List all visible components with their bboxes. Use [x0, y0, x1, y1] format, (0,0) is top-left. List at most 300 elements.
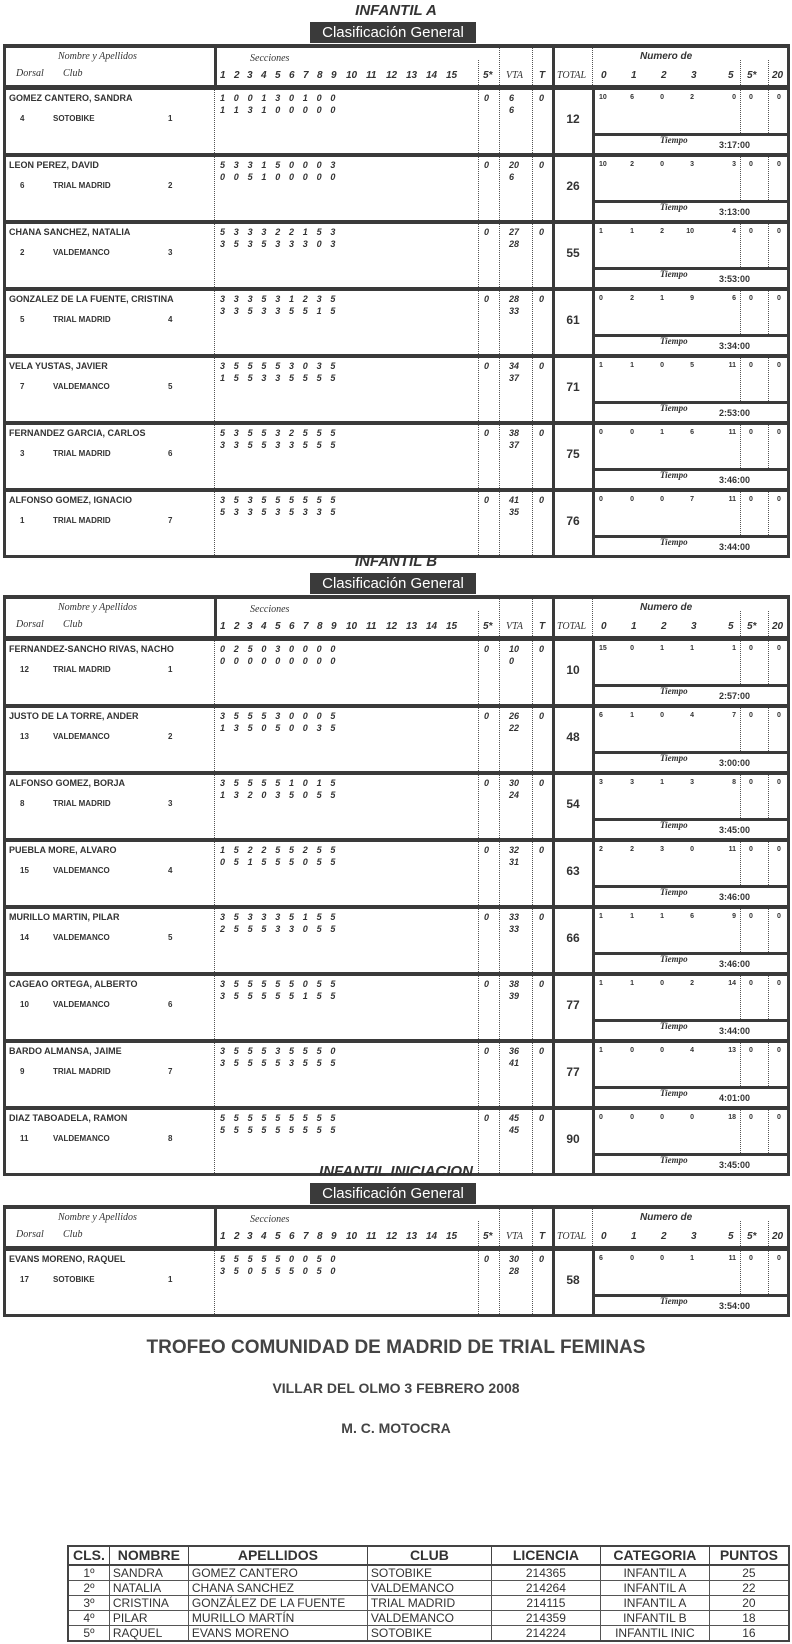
column-divider	[532, 492, 533, 555]
vta-lap-2: 39	[509, 991, 520, 1001]
section-score: 0	[330, 1046, 336, 1056]
section-score: 5	[247, 440, 253, 450]
rider-dorsal: 2	[20, 248, 25, 257]
section-score: 5	[233, 991, 239, 1001]
section-score: 3	[233, 428, 239, 438]
ranking-cell: RAQUEL	[109, 1626, 188, 1642]
header-section-3: 3	[247, 1231, 253, 1242]
column-divider	[499, 641, 500, 704]
table-header	[6, 48, 787, 90]
lap-1-scores	[220, 778, 344, 788]
numero-count: 0	[660, 1255, 664, 1262]
total-points: 58	[566, 1273, 580, 1287]
five-star-value: 0	[484, 778, 490, 788]
five-star-value: 0	[484, 711, 490, 721]
section-score: 5	[233, 778, 239, 788]
section-score: 5	[275, 1113, 281, 1123]
header-nombre: Nombre y Apellidos	[58, 602, 137, 613]
column-divider	[499, 90, 500, 153]
ranking-cell: INFANTIL INIC	[600, 1626, 709, 1642]
numero-count: 0	[660, 1047, 664, 1054]
column-divider	[214, 48, 217, 85]
section-score: 5	[220, 160, 226, 170]
header-section-11: 11	[366, 70, 377, 81]
header-total: TOTAL	[557, 1231, 587, 1242]
header-section-8: 8	[317, 1231, 323, 1242]
section-score: 0	[288, 160, 294, 170]
column-divider	[532, 425, 533, 488]
total-points: 61	[566, 313, 580, 327]
section-score: 3	[247, 105, 253, 115]
section-score: 5	[275, 1266, 281, 1276]
lap-2-scores	[220, 172, 344, 182]
section-score: 2	[288, 227, 294, 237]
column-divider	[214, 291, 215, 354]
ranking-cell: INFANTIL A	[600, 1565, 709, 1581]
rider-club: TRIAL MADRID	[53, 181, 111, 190]
lap-2-scores	[220, 1266, 344, 1276]
section-score: 5	[330, 912, 336, 922]
header-numero-1: 1	[631, 1231, 637, 1242]
twenty-count: 0	[777, 1255, 781, 1262]
numero-count: 0	[599, 496, 603, 503]
section-score: 5	[261, 495, 267, 505]
column-divider	[768, 358, 769, 401]
section-score: 0	[330, 105, 336, 115]
numero-count: 2	[630, 295, 634, 302]
section-score: 0	[275, 172, 281, 182]
ranking-header-puntos: PUNTOS	[709, 1546, 789, 1565]
section-score: 1	[288, 778, 294, 788]
numero-count: 0	[660, 362, 664, 369]
header-section-4: 4	[261, 70, 267, 81]
ranking-header-club: CLUB	[367, 1546, 491, 1565]
section-score: 5	[330, 723, 336, 733]
section-score: 1	[247, 857, 253, 867]
header-section-14: 14	[426, 70, 438, 81]
section-score: 0	[261, 723, 267, 733]
section-score: 3	[261, 306, 267, 316]
ranking-cell: 5º	[68, 1626, 109, 1642]
category-subtitle: Clasificación General	[310, 22, 476, 43]
lap-2-scores	[220, 991, 344, 1001]
section-score: 5	[302, 1046, 308, 1056]
header-numero-de: Numero de	[640, 1212, 693, 1223]
rider-dorsal: 13	[20, 732, 29, 741]
numero-count: 2	[690, 94, 694, 101]
total-points: 48	[566, 730, 580, 744]
category-subtitle: Clasificación General	[310, 573, 476, 594]
rider-position: 4	[168, 866, 173, 875]
section-score: 5	[247, 306, 253, 316]
section-score: 5	[275, 1254, 281, 1264]
column-divider	[532, 842, 533, 905]
column-divider	[499, 976, 500, 1039]
section-score: 3	[233, 507, 239, 517]
column-divider	[532, 1043, 533, 1106]
header-t: T	[539, 1231, 546, 1242]
numero-count: 5	[690, 362, 694, 369]
column-divider	[214, 976, 215, 1039]
header-section-1: 1	[220, 70, 226, 81]
five-star-value: 0	[484, 845, 490, 855]
tiempo-label: Tiempo	[660, 537, 688, 547]
column-divider	[740, 157, 741, 200]
total-points: 54	[566, 797, 580, 811]
rider-row	[6, 90, 787, 157]
column-divider	[499, 358, 500, 421]
rider-club: TRIAL MADRID	[53, 449, 111, 458]
tiempo-value: 3:54:00	[719, 1301, 751, 1311]
column-divider	[478, 1043, 479, 1106]
numero-count: 11	[728, 429, 736, 436]
section-score: 3	[220, 979, 226, 989]
rider-name: GOMEZ CANTERO, SANDRA	[9, 93, 133, 103]
section-score: 3	[275, 306, 281, 316]
column-divider	[532, 291, 533, 354]
vta-lap-2: 45	[509, 1125, 520, 1135]
twenty-count: 0	[777, 1114, 781, 1121]
header-section-10: 10	[346, 1231, 358, 1242]
t-value: 0	[539, 294, 545, 304]
tiempo-label: Tiempo	[660, 403, 688, 413]
ranking-cell: GOMEZ CANTERO	[188, 1565, 367, 1581]
column-divider	[499, 425, 500, 488]
five-star-count: 0	[749, 779, 753, 786]
vta-lap-2: 41	[509, 1058, 520, 1068]
five-star-count: 0	[749, 94, 753, 101]
column-divider	[768, 909, 769, 952]
section-score: 5	[247, 644, 253, 654]
ranking-cell: SANDRA	[109, 1565, 188, 1581]
ranking-cell: SOTOBIKE	[367, 1565, 491, 1581]
numero-count: 14	[728, 980, 736, 987]
section-score: 5	[275, 1058, 281, 1068]
numero-count: 6	[599, 712, 603, 719]
section-score: 5	[247, 778, 253, 788]
five-star-value: 0	[484, 361, 490, 371]
tiempo-label: Tiempo	[660, 1021, 688, 1031]
rider-name: VELA YUSTAS, JAVIER	[9, 361, 108, 371]
rider-club: TRIAL MADRID	[53, 665, 111, 674]
column-divider	[499, 909, 500, 972]
section-score: 5	[330, 711, 336, 721]
section-score: 3	[220, 239, 226, 249]
numero-count: 0	[660, 496, 664, 503]
section-score: 0	[316, 644, 322, 654]
twenty-count: 0	[777, 295, 781, 302]
vta-lap-1: 28	[509, 294, 520, 304]
rider-club: VALDEMANCO	[53, 866, 110, 875]
section-score: 3	[247, 507, 253, 517]
numero-count: 1	[630, 712, 634, 719]
section-score: 3	[275, 373, 281, 383]
section-score: 5	[330, 306, 336, 316]
column-divider	[768, 1251, 769, 1294]
section-score: 5	[316, 857, 322, 867]
section-score: 5	[275, 361, 281, 371]
rider-row	[6, 492, 787, 555]
numero-count: 1	[690, 645, 694, 652]
numero-count: 4	[732, 228, 736, 235]
section-score: 5	[288, 306, 294, 316]
ranking-header-licencia: LICENCIA	[491, 1546, 600, 1565]
twenty-count: 0	[777, 1047, 781, 1054]
five-star-value: 0	[484, 428, 490, 438]
column-divider	[740, 1110, 741, 1153]
column-divider	[740, 1221, 741, 1246]
twenty-count: 0	[777, 913, 781, 920]
section-score: 1	[233, 105, 239, 115]
section-score: 0	[330, 1266, 336, 1276]
five-star-count: 0	[749, 496, 753, 503]
section-score: 5	[316, 428, 322, 438]
rider-club: VALDEMANCO	[53, 1134, 110, 1143]
section-score: 3	[261, 227, 267, 237]
numero-count: 0	[630, 1047, 634, 1054]
rider-club: VALDEMANCO	[53, 248, 110, 257]
header-secciones: Secciones	[250, 1214, 290, 1225]
t-value: 0	[539, 160, 545, 170]
section-score: 0	[330, 93, 336, 103]
section-score: 5	[330, 428, 336, 438]
section-score: 3	[330, 227, 336, 237]
vta-lap-2: 33	[509, 924, 520, 934]
section-score: 5	[302, 1058, 308, 1068]
rider-dorsal: 8	[20, 799, 25, 808]
section-score: 5	[288, 991, 294, 1001]
section-score: 5	[261, 294, 267, 304]
section-score: 3	[275, 428, 281, 438]
t-value: 0	[539, 428, 545, 438]
section-score: 5	[233, 361, 239, 371]
lap-1-scores	[220, 845, 344, 855]
section-score: 5	[247, 723, 253, 733]
tiempo-label: Tiempo	[660, 820, 688, 830]
section-score: 5	[288, 857, 294, 867]
section-score: 5	[316, 1254, 322, 1264]
section-score: 0	[288, 93, 294, 103]
five-star-count: 0	[749, 228, 753, 235]
section-score: 5	[288, 1266, 294, 1276]
column-divider	[740, 90, 741, 133]
five-star-value: 0	[484, 644, 490, 654]
column-divider	[768, 976, 769, 1019]
tiempo-value: 3:45:00	[719, 825, 751, 835]
rider-row	[6, 291, 787, 358]
numero-count: 4	[690, 712, 694, 719]
numero-count: 3	[690, 161, 694, 168]
section-score: 1	[261, 160, 267, 170]
header-total: TOTAL	[557, 70, 587, 81]
header-t: T	[539, 621, 546, 632]
vta-lap-1: 36	[509, 1046, 520, 1056]
section-score: 5	[247, 361, 253, 371]
five-star-count: 0	[749, 846, 753, 853]
rider-dorsal: 11	[20, 1134, 29, 1143]
section-score: 0	[316, 93, 322, 103]
results-table	[3, 595, 790, 1176]
lap-2-scores	[220, 723, 344, 733]
five-star-count: 0	[749, 295, 753, 302]
section-score: 5	[330, 845, 336, 855]
ranking-cell: VALDEMANCO	[367, 1581, 491, 1596]
section-score: 5	[247, 1254, 253, 1264]
numero-count: 1	[690, 1255, 694, 1262]
section-score: 0	[316, 172, 322, 182]
section-score: 0	[302, 361, 308, 371]
column-divider	[478, 641, 479, 704]
section-score: 5	[247, 711, 253, 721]
numero-count: 1	[660, 295, 664, 302]
rider-position: 1	[168, 114, 173, 123]
column-divider	[532, 358, 533, 421]
section-score: 5	[330, 991, 336, 1001]
section-score: 5	[233, 857, 239, 867]
section-score: 3	[233, 440, 239, 450]
header-extra-20: 20	[772, 621, 784, 632]
numero-count: 18	[728, 1114, 736, 1121]
rider-row	[6, 1251, 787, 1314]
header-numero-3: 3	[691, 621, 697, 632]
section-score: 0	[220, 644, 226, 654]
header-section-7: 7	[303, 1231, 309, 1242]
numero-count: 1	[660, 429, 664, 436]
rider-dorsal: 3	[20, 449, 25, 458]
header-section-10: 10	[346, 70, 358, 81]
tiempo-value: 3:13:00	[719, 207, 751, 217]
total-points: 66	[566, 931, 580, 945]
rider-position: 7	[168, 516, 173, 525]
section-score: 5	[316, 991, 322, 1001]
column-divider	[532, 708, 533, 771]
t-value: 0	[539, 1113, 545, 1123]
column-divider	[478, 425, 479, 488]
vta-lap-1: 20	[509, 160, 520, 170]
header-vta: VTA	[506, 1231, 524, 1242]
section-score: 5	[261, 778, 267, 788]
numero-count: 8	[732, 779, 736, 786]
header-section-11: 11	[366, 1231, 377, 1242]
lap-1-scores	[220, 1113, 344, 1123]
section-score: 5	[220, 1254, 226, 1264]
lap-1-scores	[220, 912, 344, 922]
column-divider	[532, 641, 533, 704]
section-score: 5	[275, 1125, 281, 1135]
total-points: 71	[566, 380, 580, 394]
section-score: 3	[220, 1266, 226, 1276]
numero-count: 9	[732, 913, 736, 920]
header-numero-de: Numero de	[640, 602, 693, 613]
section-score: 3	[275, 93, 281, 103]
header-extra-20: 20	[772, 70, 784, 81]
column-divider	[214, 1251, 215, 1314]
ranking-cell: CHANA SANCHEZ	[188, 1581, 367, 1596]
section-score: 1	[220, 105, 226, 115]
section-score: 5	[288, 1113, 294, 1123]
section-score: 5	[288, 507, 294, 517]
numero-count: 2	[660, 228, 664, 235]
section-score: 3	[247, 912, 253, 922]
tiempo-label: Tiempo	[660, 135, 688, 145]
numero-count: 15	[599, 645, 607, 652]
column-divider	[499, 1251, 500, 1314]
column-divider	[768, 641, 769, 684]
header-section-6: 6	[289, 1231, 295, 1242]
rider-position: 7	[168, 1067, 173, 1076]
numero-count: 10	[599, 94, 607, 101]
header-section-13: 13	[406, 621, 418, 632]
t-value: 0	[539, 1254, 545, 1264]
header-vta: VTA	[506, 70, 524, 81]
section-score: 0	[220, 656, 226, 666]
section-score: 5	[316, 440, 322, 450]
header-nombre: Nombre y Apellidos	[58, 1212, 137, 1223]
header-extra-20: 20	[772, 1231, 784, 1242]
twenty-count: 0	[777, 496, 781, 503]
column-divider	[478, 1221, 479, 1246]
section-score: 5	[316, 1046, 322, 1056]
header-numero-2: 2	[661, 1231, 667, 1242]
five-star-value: 0	[484, 93, 490, 103]
rider-row	[6, 976, 787, 1043]
section-score: 3	[302, 507, 308, 517]
header-section-12: 12	[386, 1231, 398, 1242]
header-vta: VTA	[506, 621, 524, 632]
section-score: 3	[233, 790, 239, 800]
numero-count: 13	[728, 1047, 736, 1054]
numero-count: 1	[732, 645, 736, 652]
header-numero-0: 0	[601, 621, 607, 632]
section-score: 5	[275, 979, 281, 989]
rider-position: 6	[168, 1000, 173, 1009]
section-score: 0	[247, 1266, 253, 1276]
vta-lap-1: 30	[509, 1254, 520, 1264]
header-numero-5: 5	[728, 621, 734, 632]
column-divider	[768, 224, 769, 267]
section-score: 5	[233, 924, 239, 934]
section-score: 0	[233, 172, 239, 182]
tiempo-box	[593, 267, 787, 290]
column-divider	[499, 708, 500, 771]
numero-count: 10	[599, 161, 607, 168]
section-score: 0	[220, 857, 226, 867]
lap-1-scores	[220, 1046, 344, 1056]
numero-count: 6	[630, 94, 634, 101]
section-score: 0	[302, 105, 308, 115]
header-section-14: 14	[426, 621, 438, 632]
ranking-cell: 3º	[68, 1596, 109, 1611]
ranking-cell: EVANS MORENO	[188, 1626, 367, 1642]
rider-row	[6, 842, 787, 909]
header-total: TOTAL	[557, 621, 587, 632]
section-score: 5	[233, 1046, 239, 1056]
column-divider	[214, 224, 215, 287]
section-score: 0	[288, 644, 294, 654]
section-score: 3	[261, 373, 267, 383]
rider-dorsal: 4	[20, 114, 25, 123]
column-divider	[478, 611, 479, 636]
column-divider	[532, 1209, 533, 1246]
twenty-count: 0	[777, 779, 781, 786]
column-divider	[592, 48, 593, 85]
header-section-5: 5	[275, 1231, 281, 1242]
five-star-value: 0	[484, 294, 490, 304]
section-score: 5	[261, 1046, 267, 1056]
section-score: 3	[247, 227, 253, 237]
section-score: 3	[288, 1058, 294, 1068]
rider-name: DIAZ TABOADELA, RAMON	[9, 1113, 128, 1123]
